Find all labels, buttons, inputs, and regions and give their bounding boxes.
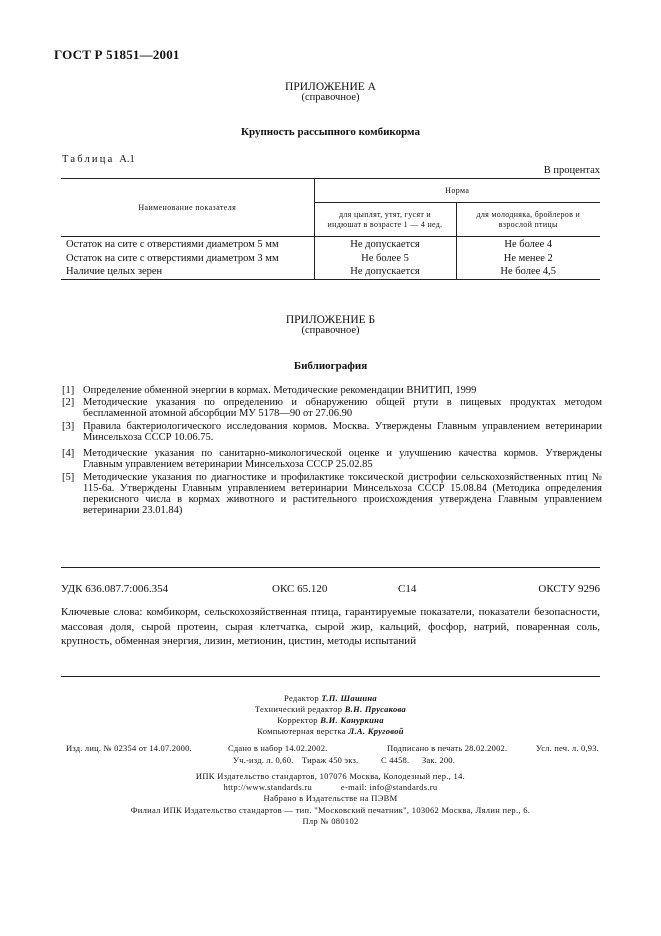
staff-editor (0, 693, 661, 705)
publisher-address: ИПК Издательство стандартов, 107076 Москва, Колодезный пер., 14. (195, 771, 466, 781)
publisher-website: http://www.standards.ru (223, 782, 313, 792)
oks-code: ОКС 65.120 (272, 583, 328, 595)
tech-editor-name: В.Н. Прусакова (344, 704, 407, 714)
table-label (62, 154, 135, 165)
header-norm-young-line2: индюшат в возрасте 1 — 4 нед. (327, 219, 443, 229)
tech-editor-label: Технический редактор (254, 704, 343, 714)
bibliography-text: Правила бактериологического исследования кормов. Москва. Утверждены Главным управлением ветеринарии Минсельхоза СССР 10.06.75. (83, 421, 602, 443)
staff-layout (0, 726, 661, 738)
row-name: Остаток на сите с отверстиями диаметром 3 мм (61, 252, 314, 266)
bibliography-item (62, 385, 602, 396)
bibliography-text: Методические указания по определению и обнаружению общей ртути в пищевых продуктах методом беспламенной атомной абсорбции МУ 5178—90 от 27.06.90 (83, 397, 602, 419)
row-value-young: Не более 5 (314, 252, 456, 266)
row-name: Остаток на сите с отверстиями диаметром 5 мм (61, 237, 314, 252)
bibliography-item (62, 448, 602, 470)
license: Изд. лиц. № 02354 от 14.07.2000. (66, 743, 192, 753)
bibliography-number: [5] (62, 472, 75, 483)
publisher-typeset: Набрано в Издательстве на ПЭВМ (263, 793, 398, 803)
udk-code: УДК 636.087.7:006.354 (61, 583, 169, 595)
editor-label: Редактор (284, 693, 319, 703)
layout-name: Л.А. Круговой (348, 726, 404, 736)
header-norm-adult (456, 203, 600, 237)
bibliography-text: Методические указания по диагностике и профилактике токсической дистрофии сельскохозяйственных птиц № 115-6а. Утверждены Главным управлением ветеринарии Минсельхоза СССР 15.08.84 (Методика определения перекисного числа в кормах животного и растительного происхождения утверждена Главным управлением ветеринарии 23.01.84) (83, 472, 602, 516)
header-norm: Норма (314, 179, 600, 203)
row-value-young: Не допускается (314, 265, 456, 279)
bibliography-item (62, 397, 602, 419)
signed-to-print: Подписано в печать 28.02.2002. (387, 743, 508, 753)
row-value-adult: Не более 4,5 (456, 265, 600, 279)
bibliography-item (62, 421, 602, 443)
divider (61, 676, 600, 677)
bibliography-heading: Библиография (293, 360, 368, 372)
appendix-a-status: (справочное) (301, 92, 360, 103)
publisher-plr: Плр № 080102 (302, 816, 359, 826)
bibliography-text: Определение обменной энергии в кормах. Методические рекомендации ВНИТИП, 1999 (83, 385, 477, 396)
bibliography-number: [2] (62, 397, 75, 408)
unit-note: В процентах (543, 165, 600, 176)
appendix-b-status: (справочное) (301, 325, 360, 336)
appendix-a-heading: Крупность рассыпного комбикорма (241, 126, 420, 138)
bibliography-number: [4] (62, 448, 75, 459)
bibliography-number: [1] (62, 385, 75, 396)
table-row (61, 237, 600, 252)
header-norm-young-line1: для цыплят, утят, гусят и (339, 209, 431, 219)
appendix-a-title: ПРИЛОЖЕНИЕ А (285, 81, 376, 93)
corrector-name: В.И. Кануркина (320, 715, 384, 725)
row-value-adult: Не менее 2 (503, 252, 553, 264)
table-row (61, 252, 600, 266)
sent-to-set: Сдано в набор 14.02.2002. (228, 743, 328, 753)
row-value-young: Не допускается (314, 237, 456, 252)
editor-name: Т.П. Шашина (321, 693, 377, 703)
okstu-code: ОКСТУ 9296 (538, 583, 600, 595)
order-number: Зак. 200. (422, 755, 456, 765)
publisher-email: e-mail: info@standards.ru (340, 782, 438, 792)
pub-sheets: Уч.-изд. л. 0,60. (233, 755, 294, 765)
keywords: Ключевые слова: комбикорм, сельскохозяйственная птица, гарантируемые показатели, показатели безопасности, массовая доля, сырой протеин, сырая клетчатка, сырой жир, кальций, фосфор, натрий, поваренная соль, крупность, обменная энергия, лизин, метионин, цистин, методы испытаний (61, 606, 600, 647)
print-sheets: Усл. печ. л. 0,93. (536, 743, 599, 753)
table-label-number: А.1 (119, 154, 135, 165)
publisher-branch: Филиал ИПК Издательство стандартов — тип. "Московский печатник", 103062 Москва, Лялин пер., 6. (130, 805, 531, 815)
standard-code: ГОСТ Р 51851—2001 (54, 47, 180, 62)
divider (61, 567, 600, 568)
layout-label: Компьютерная верстка (257, 726, 346, 736)
bibliography-number: [3] (62, 421, 75, 432)
order-code: С 4458. (381, 755, 410, 765)
norm-table (61, 178, 600, 280)
staff-tech-editor (0, 704, 661, 716)
bibliography-item (62, 472, 602, 516)
row-value-adult: Не более 4 (504, 238, 553, 250)
bibliography-text: Методические указания по санитарно-микологической оценке и улучшению качества кормов. Утверждены Главным управлением ветеринарии Минсельхоза СССР 25.02.85 (83, 448, 602, 470)
row-name: Наличие целых зерен (61, 265, 314, 279)
print-run: Тираж 450 экз. (302, 755, 359, 765)
publisher-contacts (0, 782, 661, 794)
table-label-word: Таблица (62, 154, 115, 165)
staff-corrector (0, 715, 661, 727)
corrector-label: Корректор (277, 715, 318, 725)
header-norm-young (314, 203, 456, 237)
header-norm-adult-line1: для молодняка, бройлеров и (476, 209, 581, 219)
header-indicator: Наименование показателя (61, 179, 314, 237)
table-row (61, 265, 600, 279)
appendix-b-title: ПРИЛОЖЕНИЕ Б (285, 314, 376, 326)
header-norm-adult-line2: взрослой птицы (498, 219, 558, 229)
c-code: С14 (398, 583, 417, 595)
